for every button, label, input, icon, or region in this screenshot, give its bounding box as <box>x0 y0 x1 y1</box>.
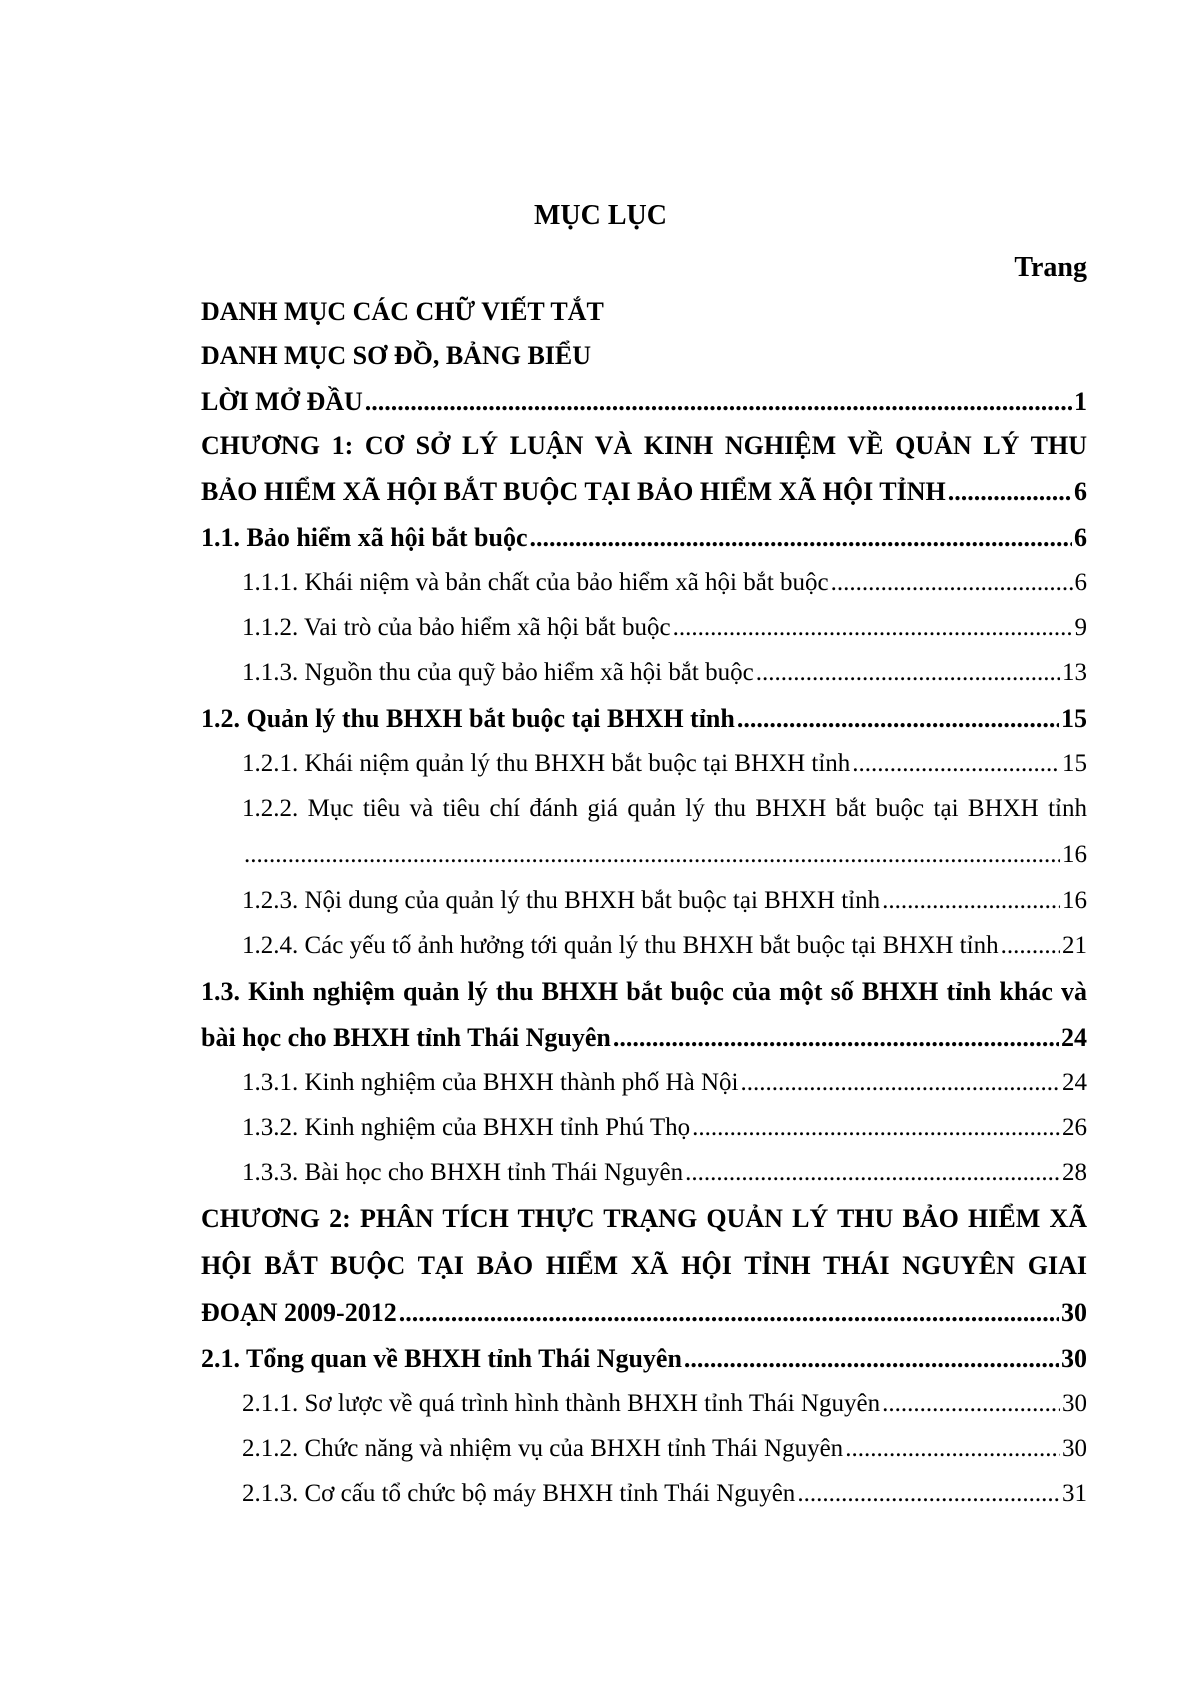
toc-section-1-1 <box>201 522 1087 554</box>
toc-section-1-2 <box>201 703 1087 735</box>
toc-page-number: 1 <box>1074 387 1087 416</box>
toc-subsection-1-3-1 <box>242 1067 1087 1099</box>
toc-entry-text: 2.1. Tổng quan về BHXH tỉnh Thái Nguyên <box>201 1344 682 1373</box>
toc-entry-text: 1.1.3. Nguồn thu của quỹ bảo hiểm xã hội bắt buộc <box>242 659 754 686</box>
toc-leader-dots <box>244 839 1060 871</box>
toc-leader-dots <box>845 1433 1060 1465</box>
toc-entry-text: 2.1.3. Cơ cấu tổ chức bộ máy BHXH tỉnh Thái Nguyên <box>242 1480 796 1507</box>
toc-leader-dots <box>756 657 1060 689</box>
toc-page-number: 28 <box>1062 1159 1087 1186</box>
toc-chapter-1-line-1: CHƯƠNG 1: CƠ SỞ LÝ LUẬN VÀ KINH NGHIỆM VỀ QUẢN LÝ THU <box>201 431 1087 460</box>
toc-subsection-1-1-1 <box>242 567 1087 599</box>
toc-subsection-1-2-4 <box>242 930 1087 962</box>
toc-entry-introduction <box>201 386 1087 418</box>
toc-page-number: 13 <box>1062 659 1087 686</box>
toc-page-number: 15 <box>1061 704 1087 733</box>
toc-page-number: 24 <box>1062 1069 1087 1096</box>
toc-entry-text: 1.1.2. Vai trò của bảo hiểm xã hội bắt buộc <box>242 614 671 641</box>
toc-entry-text: LỜI MỞ ĐẦU <box>201 387 363 416</box>
toc-page-number: 6 <box>1074 569 1087 596</box>
page-column-label: Trang <box>1014 252 1087 283</box>
toc-section-1-3 <box>201 1022 1087 1054</box>
toc-entry-text: 1.2.3. Nội dung của quản lý thu BHXH bắt buộc tại BHXH tỉnh <box>242 887 881 914</box>
toc-leader-dots <box>530 522 1073 554</box>
toc-entry-figures-tables: DANH MỤC SƠ ĐỒ, BẢNG BIỂU <box>201 341 592 370</box>
toc-page-number: 6 <box>1074 477 1087 506</box>
page-title: MỤC LỤC <box>534 200 667 231</box>
toc-entry-text: ĐOẠN 2009-2012 <box>201 1298 397 1327</box>
toc-leader-dots <box>882 1388 1060 1420</box>
toc-page-number: 30 <box>1061 1298 1087 1327</box>
toc-subsection-1-2-3 <box>242 885 1087 917</box>
toc-subsection-1-2-1 <box>242 748 1087 780</box>
toc-subsection-1-2-2 <box>242 839 1087 871</box>
toc-subsection-1-3-3 <box>242 1157 1087 1189</box>
toc-subsection-2-1-1 <box>242 1388 1087 1420</box>
toc-chapter-2-line-2: HỘI BẮT BUỘC TẠI BẢO HIỂM XÃ HỘI TỈNH THÁI NGUYÊN GIAI <box>201 1251 1087 1280</box>
toc-leader-dots <box>365 386 1072 418</box>
toc-page-number: 9 <box>1074 614 1087 641</box>
toc-entry-text: 1.2.4. Các yếu tố ảnh hưởng tới quản lý thu BHXH bắt buộc tại BHXH tỉnh <box>242 932 999 959</box>
toc-page-number: 30 <box>1062 1390 1087 1417</box>
toc-chapter-2 <box>201 1297 1087 1329</box>
toc-page-number: 24 <box>1061 1023 1087 1052</box>
toc-page-number: 16 <box>1062 841 1087 868</box>
toc-leader-dots <box>685 1157 1060 1189</box>
toc-entry-text: 1.1.1. Khái niệm và bản chất của bảo hiểm xã hội bắt buộc <box>242 569 829 596</box>
toc-page-number: 21 <box>1062 932 1087 959</box>
toc-entry-text: 1.2.1. Khái niệm quản lý thu BHXH bắt buộc tại BHXH tỉnh <box>242 750 851 777</box>
toc-leader-dots <box>831 567 1073 599</box>
toc-subsection-2-1-3 <box>242 1478 1087 1510</box>
toc-subsection-1-1-3 <box>242 657 1087 689</box>
toc-page-number: 15 <box>1062 750 1087 777</box>
toc-leader-dots <box>948 476 1072 508</box>
toc-leader-dots <box>692 1112 1060 1144</box>
toc-chapter-1 <box>201 476 1087 508</box>
toc-leader-dots <box>740 1067 1060 1099</box>
toc-page-number: 16 <box>1062 887 1087 914</box>
toc-leader-dots <box>673 612 1073 644</box>
toc-subsection-1-2-2-line-1: 1.2.2. Mục tiêu và tiêu chí đánh giá quản lý thu BHXH bắt buộc tại BHXH tỉnh <box>242 795 1087 822</box>
toc-section-1-3-line-1: 1.3. Kinh nghiệm quản lý thu BHXH bắt buộc của một số BHXH tỉnh khác và <box>201 977 1087 1006</box>
toc-leader-dots <box>852 748 1060 780</box>
toc-page-number: 6 <box>1074 523 1087 552</box>
toc-entry-text: 1.3.2. Kinh nghiệm của BHXH tỉnh Phú Thọ <box>242 1114 691 1141</box>
toc-subsection-1-1-2 <box>242 612 1087 644</box>
toc-leader-dots <box>882 885 1060 917</box>
toc-entry-text: 1.3.1. Kinh nghiệm của BHXH thành phố Hà Nội <box>242 1069 739 1096</box>
toc-page-number: 26 <box>1062 1114 1087 1141</box>
toc-leader-dots <box>737 703 1059 735</box>
toc-leader-dots <box>399 1297 1059 1329</box>
toc-section-2-1 <box>201 1343 1087 1375</box>
toc-entry-text: BẢO HIỂM XÃ HỘI BẮT BUỘC TẠI BẢO HIỂM XÃ HỘI TỈNH <box>201 477 946 506</box>
toc-entry-text: 1.1. Bảo hiểm xã hội bắt buộc <box>201 523 528 552</box>
toc-entry-text: 1.2. Quản lý thu BHXH bắt buộc tại BHXH tỉnh <box>201 704 735 733</box>
toc-leader-dots <box>1001 930 1060 962</box>
toc-page-number: 31 <box>1062 1480 1087 1507</box>
toc-leader-dots <box>684 1343 1059 1375</box>
toc-entry-text: 1.3.3. Bài học cho BHXH tỉnh Thái Nguyên <box>242 1159 684 1186</box>
toc-entry-text: 2.1.1. Sơ lược về quá trình hình thành BHXH tỉnh Thái Nguyên <box>242 1390 881 1417</box>
toc-chapter-2-line-1: CHƯƠNG 2: PHÂN TÍCH THỰC TRẠNG QUẢN LÝ THU BẢO HIỂM XÃ <box>201 1204 1087 1233</box>
toc-entry-text: bài học cho BHXH tỉnh Thái Nguyên <box>201 1023 611 1052</box>
toc-leader-dots <box>797 1478 1060 1510</box>
toc-subsection-2-1-2 <box>242 1433 1087 1465</box>
toc-leader-dots <box>613 1022 1059 1054</box>
toc-page-number: 30 <box>1061 1344 1087 1373</box>
toc-entry-abbreviations: DANH MỤC CÁC CHỮ VIẾT TẮT <box>201 297 604 326</box>
toc-page-number: 30 <box>1062 1435 1087 1462</box>
toc-subsection-1-3-2 <box>242 1112 1087 1144</box>
toc-entry-text: 2.1.2. Chức năng và nhiệm vụ của BHXH tỉnh Thái Nguyên <box>242 1435 844 1462</box>
